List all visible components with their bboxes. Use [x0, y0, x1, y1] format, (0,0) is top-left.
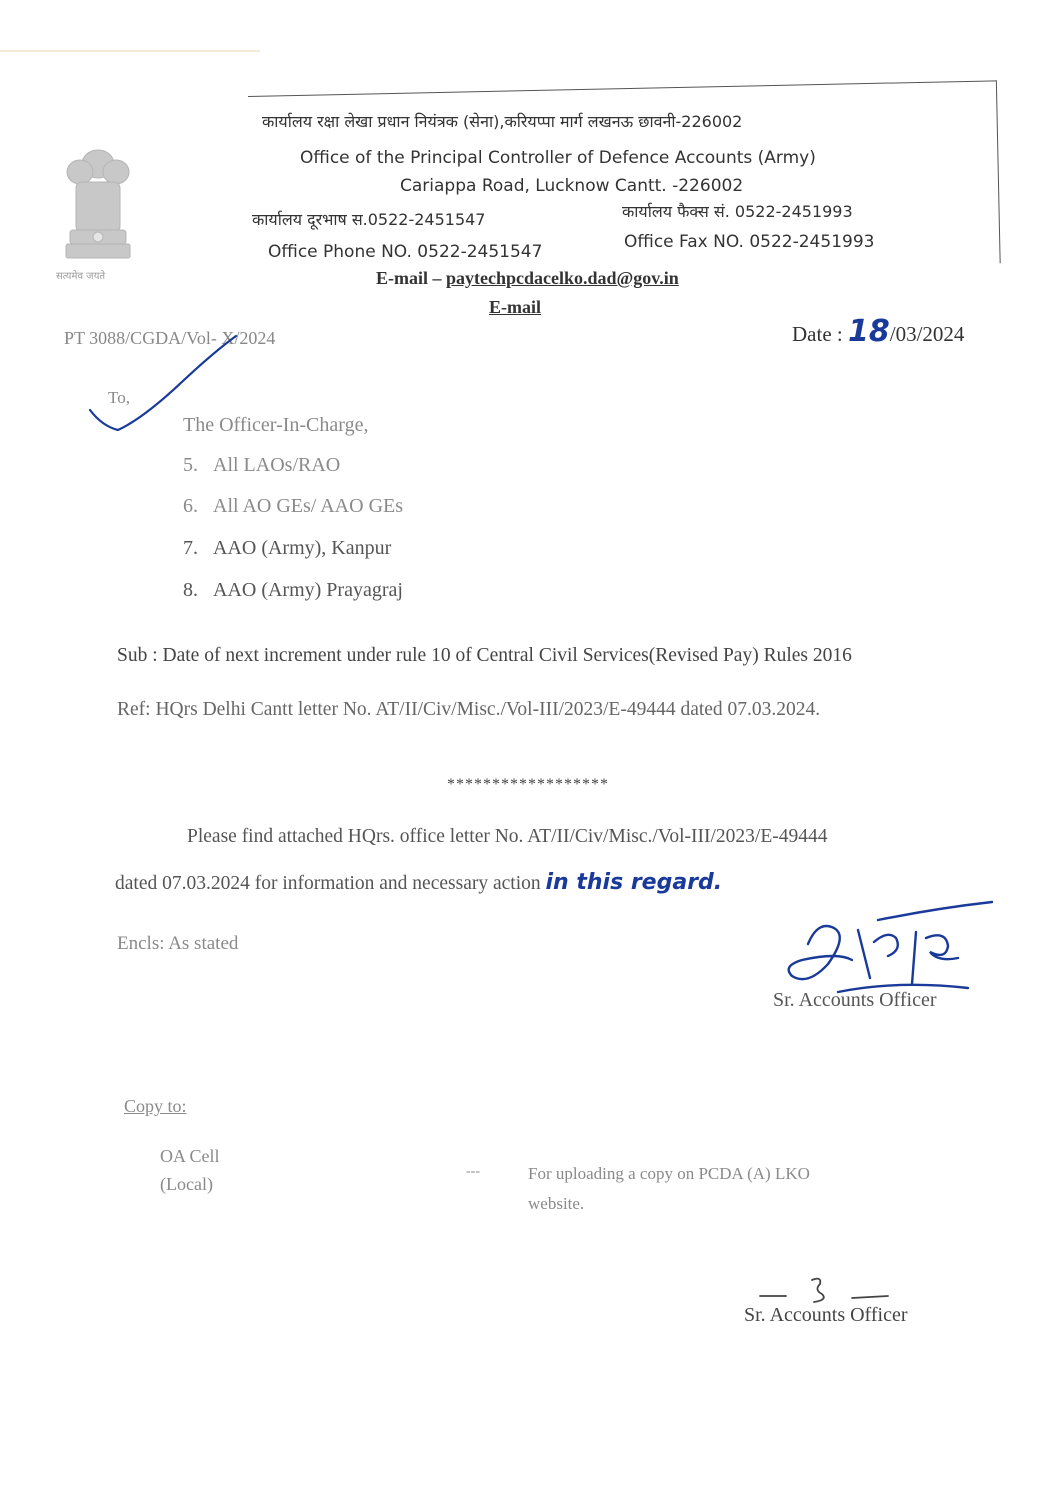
- subject-line: Sub : Date of next increment under rule 10 of Central Civil Services(Revised Pay) Rules 2016: [117, 645, 852, 666]
- item-text: All AO GEs/ AAO GEs: [213, 495, 404, 517]
- addressee-item: [183, 579, 403, 602]
- header-email-line: [376, 268, 679, 289]
- item-number: 5.: [183, 454, 198, 476]
- enclosure: Encls: As stated: [117, 933, 239, 954]
- addressee-to: To,: [108, 388, 130, 407]
- header-hindi-phone: कार्यालय दूरभाष स.0522-2451547: [252, 210, 486, 229]
- initials-signature-icon: [756, 1272, 896, 1308]
- handwritten-addition: in this regard.: [545, 870, 723, 895]
- email-address[interactable]: paytechpcdacelko.dad@gov.in: [446, 268, 679, 288]
- body-line-2: [115, 870, 722, 895]
- signatory-title-2: Sr. Accounts Officer: [744, 1304, 908, 1326]
- copy-purpose-line-2: website.: [528, 1194, 585, 1213]
- header-fax: Office Fax NO. 0522-2451993: [624, 232, 875, 252]
- copy-purpose-line-1: For uploading a copy on PCDA (A) LKO: [528, 1164, 810, 1183]
- email-heading: E-mail: [489, 297, 541, 317]
- item-text: All LAOs/RAO: [213, 454, 341, 476]
- reference-line: Ref: HQrs Delhi Cantt letter No. AT/II/Civ/Misc./Vol-III/2023/E-49444 dated 07.03.2024.: [117, 699, 821, 720]
- body-line-2-text: dated 07.03.2024 for information and necessary action: [115, 873, 541, 894]
- scan-edge-mark: [0, 50, 260, 52]
- date-rest: /03/2024: [889, 322, 965, 346]
- emblem-motto: सत्यमेव जयते: [56, 271, 106, 282]
- reference-number: PT 3088/CGDA/Vol- X/2024: [64, 328, 276, 348]
- national-emblem-icon: [52, 142, 144, 282]
- date-day-handwritten: 18: [847, 314, 890, 349]
- addressee-item: [183, 495, 403, 518]
- header-office-name: Office of the Principal Controller of Defence Accounts (Army): [300, 148, 816, 168]
- date-label: Date :: [792, 322, 848, 346]
- addressee-item: [183, 454, 340, 477]
- item-text: AAO (Army) Prayagraj: [213, 579, 403, 601]
- item-text: AAO (Army), Kanpur: [213, 537, 392, 559]
- item-number: 7.: [183, 537, 198, 559]
- addressee-item: [183, 537, 391, 560]
- body-line-1: Please find attached HQrs. office letter No. AT/II/Civ/Misc./Vol-III/2023/E-49444: [187, 826, 828, 847]
- email-label: E-mail –: [376, 268, 446, 288]
- header-phone: Office Phone NO. 0522-2451547: [268, 242, 543, 262]
- header-address: Cariappa Road, Lucknow Cantt. -226002: [400, 176, 744, 196]
- copy-recipient-line-1: OA Cell: [160, 1146, 220, 1166]
- copy-to-label: Copy to:: [124, 1096, 187, 1116]
- item-number: 6.: [183, 495, 198, 517]
- letter-date: [792, 314, 964, 349]
- separator-stars: ******************: [447, 776, 609, 793]
- header-hindi-fax: कार्यालय फैक्स सं. 0522-2451993: [622, 202, 853, 221]
- copy-recipient-line-2: (Local): [160, 1174, 213, 1194]
- header-hindi-office: कार्यालय रक्षा लेखा प्रधान नियंत्रक (सेना),करियप्पा मार्ग लखनऊ छावनी-226002: [262, 112, 743, 131]
- addressee-title: The Officer-In-Charge,: [183, 414, 369, 436]
- copy-dash: ---: [466, 1164, 480, 1179]
- signatory-title: Sr. Accounts Officer: [773, 989, 937, 1011]
- item-number: 8.: [183, 579, 198, 601]
